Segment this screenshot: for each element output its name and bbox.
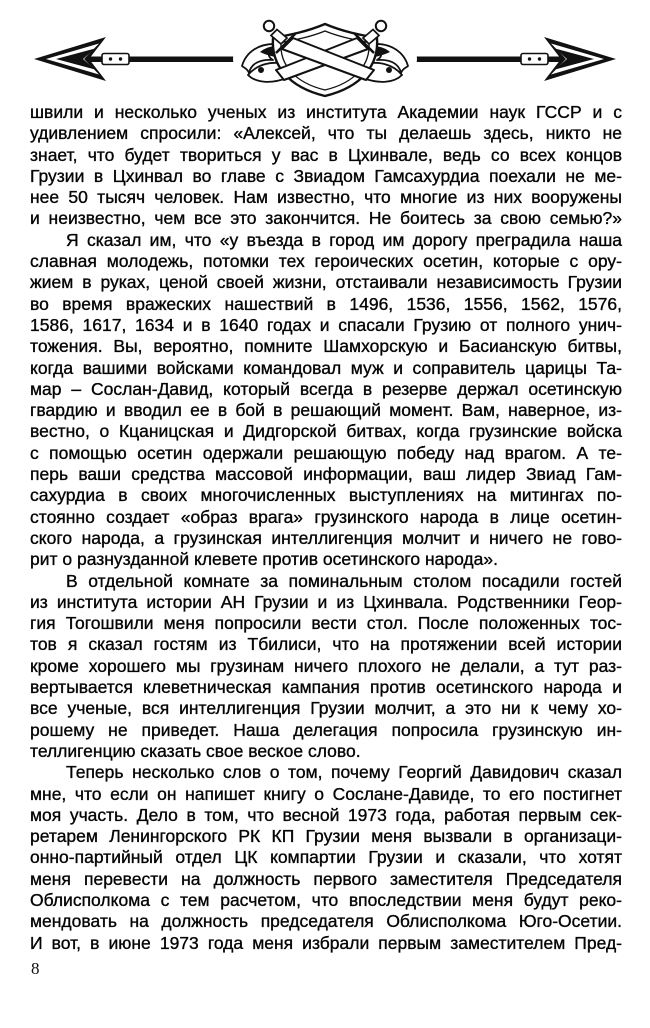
text-line: швили и несколько ученых из института Академии наук ГССР и с bbox=[30, 102, 622, 122]
text-line: рит о разнузданной клевете против осетинского народа». bbox=[30, 549, 498, 570]
text-line: сахурдиа в своих многочисленных выступлениях на митингах по- bbox=[30, 485, 622, 506]
left-arrowhead-icon bbox=[34, 37, 129, 81]
text-line: Облисполкома с тем расчетом, что впоследствии меня будут реко- bbox=[30, 889, 622, 910]
text-line: 1586, 1617, 1634 и в 1640 годах и спасали Грузию от полного унич- bbox=[30, 314, 622, 335]
text-line: гия Тогошвили меня попросили вести стол. После положенных тос- bbox=[30, 613, 622, 634]
text-line: знает, что будет твориться у вас в Цхинвале, ведь со всех концов bbox=[30, 144, 622, 165]
text-line: Я сказал им, что «у въезда в город им дорогу преградила наша bbox=[66, 229, 622, 250]
text-line: мар – Сослан-Давид, который всегда в резерве держал осетинскую bbox=[30, 378, 622, 399]
text-line: все ученые, вся интеллигенция Грузии молчит, а это ни к чему хо- bbox=[30, 698, 622, 719]
text-line: гвардию и вводил ее в бой в решающий момент. Вам, наверное, из- bbox=[30, 400, 622, 421]
header-ornament-divider bbox=[0, 4, 650, 104]
text-line: перь ваши средства массовой информации, ваш лидер Звиад Гам- bbox=[30, 464, 622, 485]
text-line: с помощью осетин одержали решающую победу над врагом. А те- bbox=[30, 442, 622, 463]
text-line: мендовать на должность председателя Облисполкома Юго-Осетии. bbox=[30, 911, 622, 932]
text-line: стоянно создает «образ врага» грузинского народа в лице осетин- bbox=[30, 506, 622, 527]
page-text bbox=[30, 102, 622, 954]
text-line: славная молодежь, потомки тех героических осетин, которые с ору- bbox=[30, 251, 622, 272]
text-line: когда вашими войсками командовал муж и соправитель царицы Та- bbox=[30, 357, 622, 378]
text-line: вертывается клеветническая кампания против осетинского народа и bbox=[30, 677, 622, 698]
text-line: жием в руках, ценой своей жизни, отстаивали независимость Грузии bbox=[30, 272, 622, 293]
text-line: В отдельной комнате за поминальным столом посадили гостей bbox=[66, 570, 622, 591]
spear-crossed-swords-icon bbox=[0, 4, 650, 104]
text-line: ского народа, а грузинская интеллигенция молчит и ничего не гово- bbox=[30, 527, 622, 548]
text-line: ретарем Ленингорского РК КП Грузии меня вызвали в организаци- bbox=[30, 826, 622, 847]
text-line: удивлением спросили: «Алексей, что ты делаешь здесь, никто не bbox=[30, 123, 622, 144]
text-line: теллигенцию сказать свое веское слово. bbox=[30, 740, 361, 761]
text-line: Грузии в Цхинвал во главе с Звиадом Гамсахурдиа поехали не ме- bbox=[30, 165, 622, 186]
shield-emblem-icon bbox=[233, 13, 417, 104]
text-line: И вот, в июне 1973 года меня избрали первым заместителем Пред- bbox=[30, 932, 622, 953]
text-line: кроме хорошего мы грузинам ничего плохого не делали, а тут раз- bbox=[30, 655, 622, 676]
text-line: онно-партийный отдел ЦК компартии Грузии и сказали, что хотят bbox=[30, 847, 622, 868]
text-line: тожения. Вы, вероятно, помните Шамхорскую и Басианскую битвы, bbox=[30, 336, 622, 357]
text-line: мне, что если он напишет книгу о Сослане-Давиде, то его постигнет bbox=[30, 783, 622, 804]
text-line: Теперь несколько слов о том, почему Георгий Давидович сказал bbox=[66, 762, 622, 783]
text-line: меня перевести на должность первого заместителя Председателя bbox=[30, 868, 622, 889]
text-line: и неизвестно, чем все это закончится. Не боитесь за свою семью?» bbox=[30, 208, 622, 229]
text-line: нее 50 тысяч человек. Нам известно, что многие из них вооружены bbox=[30, 187, 622, 208]
text-line: из института истории АН Грузии и из Цхинвала. Родственники Геор- bbox=[30, 591, 622, 612]
text-line: вестно, о Кцаницская и Дидгорской битвах, когда грузинские войска bbox=[30, 421, 622, 442]
right-arrowhead-icon bbox=[521, 37, 616, 81]
text-line: рошему не приведет. Наша делегация попросила грузинскую ин- bbox=[30, 719, 622, 740]
page-number: 8 bbox=[31, 959, 40, 978]
text-line: тов я сказал гостям из Тбилиси, что на протяжении всей истории bbox=[30, 634, 622, 655]
text-line: во время вражеских нашествий в 1496, 1536, 1556, 1562, 1576, bbox=[30, 293, 622, 314]
text-line: моя участь. Дело в том, что весной 1973 года, работая первым сек- bbox=[30, 804, 622, 825]
